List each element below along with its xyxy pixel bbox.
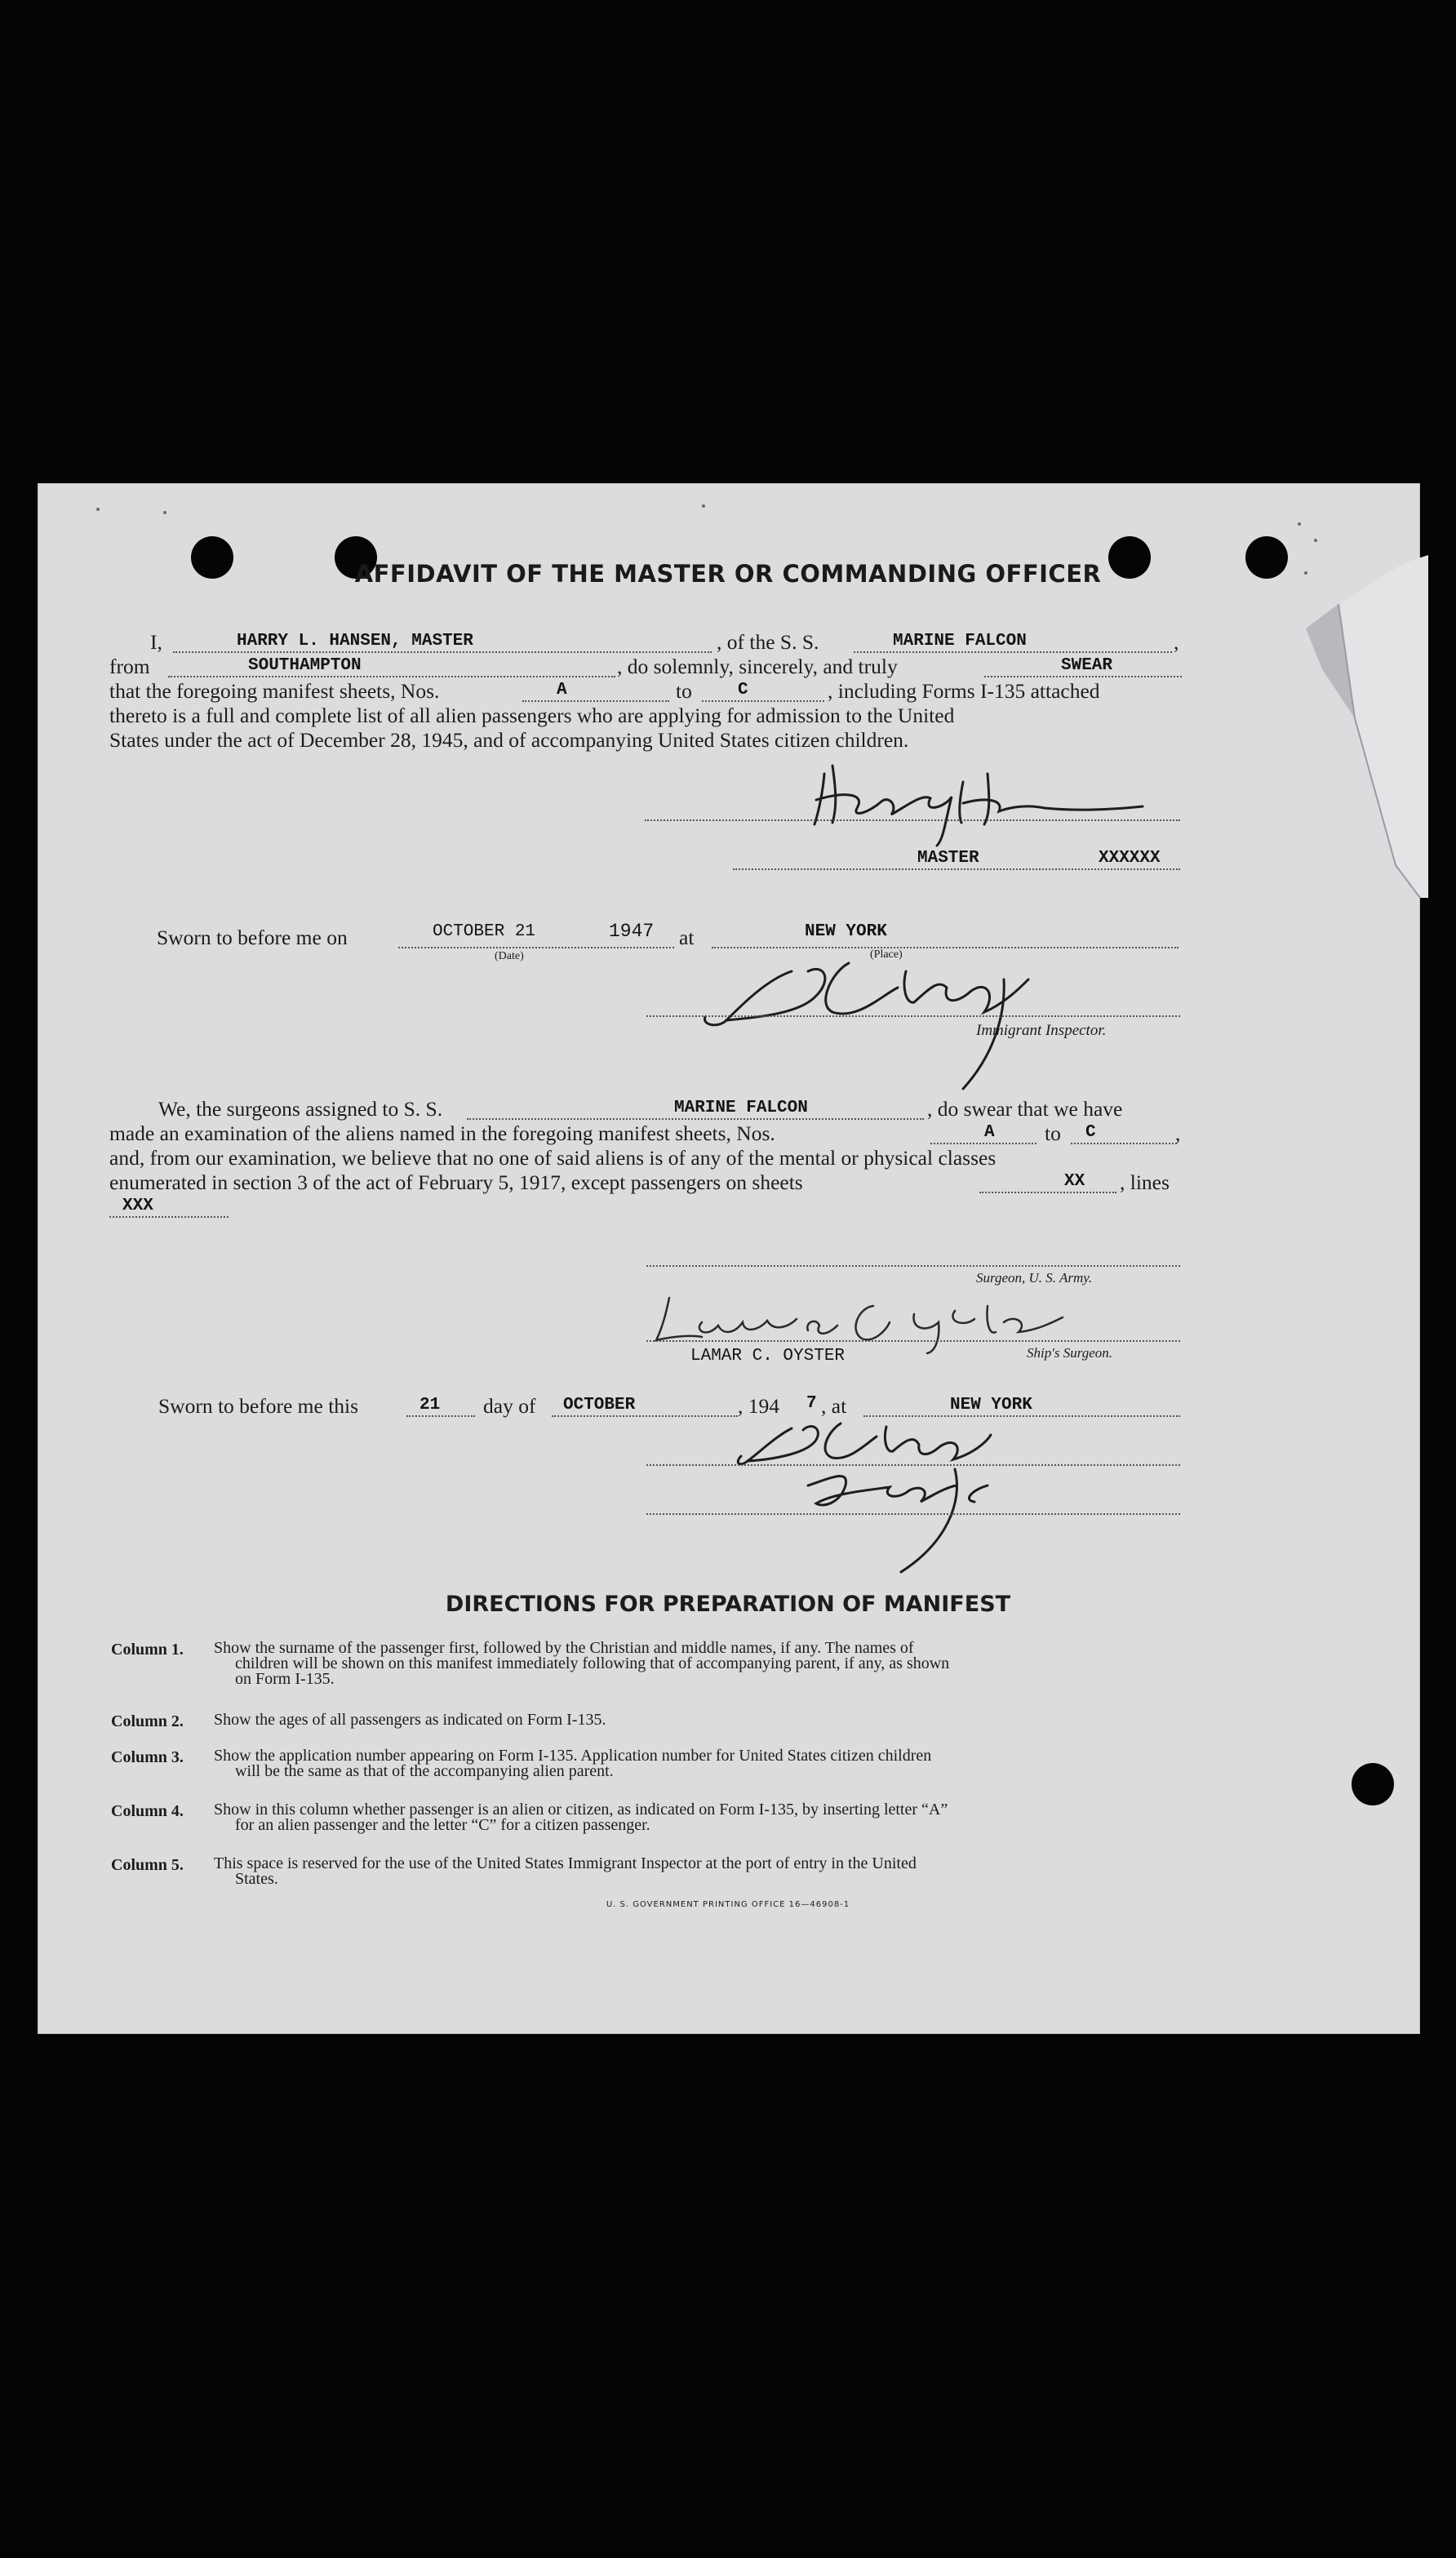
date-caption: (Date) bbox=[495, 950, 524, 962]
text: at bbox=[679, 926, 695, 949]
army-surgeon-caption: Surgeon, U. S. Army. bbox=[976, 1270, 1093, 1286]
ships-surgeon-caption: Ship's Surgeon. bbox=[1027, 1345, 1113, 1361]
sheet-from: A bbox=[557, 681, 567, 699]
direction-line: children will be shown on this manifest immediately following that of accompanying parent, if any, as shown bbox=[235, 1654, 950, 1672]
text: enumerated in section 3 of the act of February 5, 1917, except passengers on sheets bbox=[109, 1170, 803, 1194]
direction-line: Show the ages of all passengers as indicated on Form I-135. bbox=[214, 1711, 606, 1729]
folded-corner bbox=[1306, 555, 1428, 898]
blank-line bbox=[733, 868, 1180, 870]
text: that the foregoing manifest sheets, Nos. bbox=[109, 679, 440, 703]
surgeon-signature bbox=[645, 1290, 1085, 1355]
signature-line bbox=[646, 1513, 1180, 1515]
direction-line: on Form I-135. bbox=[235, 1670, 335, 1688]
direction-line: for an alien passenger and the letter “C” for a citizen passenger. bbox=[235, 1816, 650, 1834]
column-text bbox=[214, 1748, 1185, 1779]
text: , do swear that we have bbox=[927, 1097, 1123, 1121]
signature-line bbox=[646, 1464, 1180, 1466]
text: States under the act of December 28, 1945, and of accompanying United States citizen children. bbox=[109, 728, 909, 752]
master-title: MASTER bbox=[917, 849, 979, 868]
direction-line: Show the application number appearing on Form I-135. Application number for United States citizen children bbox=[214, 1747, 932, 1765]
text: Sworn to before me on bbox=[157, 926, 348, 949]
column-label: Column 2. bbox=[111, 1712, 184, 1730]
printer-imprint: U. S. GOVERNMENT PRINTING OFFICE 16—46908-1 bbox=[606, 1900, 850, 1909]
speck bbox=[96, 508, 100, 511]
surgeon-ship-name: MARINE FALCON bbox=[674, 1099, 808, 1117]
column-text bbox=[214, 1856, 1185, 1887]
column-label: Column 4. bbox=[111, 1802, 184, 1820]
blank-line bbox=[1071, 1143, 1177, 1144]
crossed-out-text: XXXXXX bbox=[1099, 849, 1161, 868]
text: We, the surgeons assigned to S. S. bbox=[158, 1097, 443, 1121]
master-signature bbox=[800, 749, 1159, 839]
sworn2-place: NEW YORK bbox=[950, 1396, 1032, 1414]
blank-line bbox=[109, 1216, 229, 1218]
column-label: Column 5. bbox=[111, 1856, 184, 1874]
speck bbox=[702, 504, 705, 508]
speck bbox=[1314, 539, 1317, 542]
excepted-sheets: XX bbox=[1064, 1172, 1085, 1191]
blank-line bbox=[930, 1143, 1037, 1144]
text: made an examination of the aliens named in the foregoing manifest sheets, Nos. bbox=[109, 1121, 775, 1145]
blank-line bbox=[979, 1192, 1116, 1193]
blank-line bbox=[467, 1118, 924, 1120]
text: thereto is a full and complete list of all alien passengers who are applying for admission to the United bbox=[109, 704, 955, 727]
surgeon-sheet-to: C bbox=[1085, 1123, 1096, 1142]
direction-line: will be the same as that of the accompanying alien parent. bbox=[235, 1762, 614, 1780]
blank-line bbox=[984, 676, 1182, 677]
column-text bbox=[214, 1712, 1185, 1728]
blank-line bbox=[522, 700, 669, 702]
text: , of the S. S. bbox=[717, 630, 819, 654]
direction-line: Show the surname of the passenger first, followed by the Christian and middle names, if any. The names of bbox=[214, 1639, 914, 1657]
sworn-month: OCTOBER bbox=[563, 1396, 636, 1414]
text: , including Forms I-135 attached bbox=[828, 679, 1100, 703]
direction-line: Show in this column whether passenger is an alien or citizen, as indicated on Form I-135, by inserting letter “A” bbox=[214, 1801, 948, 1819]
master-name: HARRY L. HANSEN, MASTER bbox=[237, 632, 473, 651]
place-caption: (Place) bbox=[870, 948, 903, 961]
sworn-place: NEW YORK bbox=[805, 922, 887, 941]
text: from bbox=[109, 655, 150, 678]
excepted-lines: XXX bbox=[122, 1197, 153, 1215]
ship-name: MARINE FALCON bbox=[893, 632, 1027, 651]
column-text bbox=[214, 1641, 1185, 1687]
column-label: Column 1. bbox=[111, 1641, 184, 1659]
text: Sworn to before me this bbox=[158, 1394, 359, 1418]
sworn-year: 1947 bbox=[609, 921, 655, 942]
blank-line bbox=[398, 947, 674, 948]
blank-line bbox=[854, 651, 1172, 653]
officer-signature bbox=[726, 1412, 1069, 1575]
text: to bbox=[676, 679, 692, 703]
punch-hole bbox=[1352, 1763, 1394, 1805]
signature-line bbox=[645, 819, 1180, 821]
signature-line bbox=[646, 1015, 1180, 1017]
blank-line bbox=[168, 676, 615, 677]
column-label: Column 3. bbox=[111, 1748, 184, 1766]
blank-line bbox=[702, 700, 824, 702]
speck bbox=[163, 511, 166, 514]
blank-line bbox=[406, 1415, 475, 1417]
text: , bbox=[1174, 630, 1179, 654]
sworn-year-digit: 7 bbox=[806, 1394, 817, 1413]
oath-word: SWEAR bbox=[1061, 656, 1113, 675]
text: , 194 bbox=[738, 1394, 779, 1418]
text: day of bbox=[483, 1394, 536, 1418]
speck bbox=[1298, 522, 1301, 526]
text: , bbox=[1175, 1121, 1181, 1145]
text: and, from our examination, we believe that no one of said aliens is of any of the mental or physical classes bbox=[109, 1146, 997, 1170]
signature-line bbox=[646, 1265, 1180, 1267]
blank-line bbox=[173, 651, 712, 653]
sheet-to: C bbox=[738, 681, 748, 699]
directions-heading: DIRECTIONS FOR PREPARATION OF MANIFEST bbox=[445, 1592, 1011, 1617]
affidavit-title: AFFIDAVIT OF THE MASTER OR COMMANDING OFFICER bbox=[354, 560, 1102, 588]
signature-line bbox=[646, 1340, 1180, 1342]
direction-line: States. bbox=[235, 1870, 278, 1888]
text: I, bbox=[150, 630, 162, 654]
column-text bbox=[214, 1802, 1185, 1833]
text: , lines bbox=[1120, 1170, 1170, 1194]
text: , do solemnly, sincerely, and truly bbox=[617, 655, 898, 678]
inspector-signature bbox=[694, 939, 1053, 1102]
departure-port: SOUTHAMPTON bbox=[248, 656, 362, 675]
text: to bbox=[1045, 1121, 1061, 1145]
direction-line: This space is reserved for the use of the United States Immigrant Inspector at the port of entry in the United bbox=[214, 1854, 917, 1872]
blank-line bbox=[552, 1415, 738, 1417]
inspector-caption: Immigrant Inspector. bbox=[976, 1022, 1107, 1039]
sworn-day: 21 bbox=[419, 1396, 441, 1414]
text: , at bbox=[821, 1394, 847, 1418]
surgeon-sheet-from: A bbox=[984, 1123, 995, 1142]
sworn-date: OCTOBER 21 bbox=[433, 922, 536, 941]
surgeon-name: LAMAR C. OYSTER bbox=[690, 1347, 846, 1366]
